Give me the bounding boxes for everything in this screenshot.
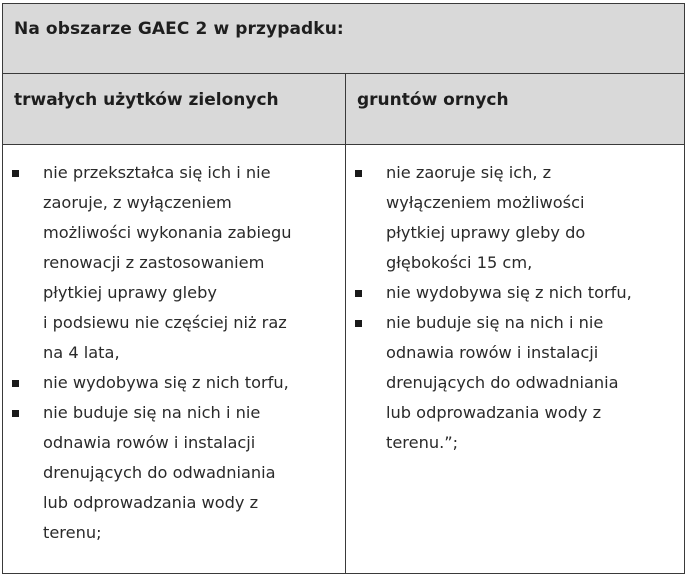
table-main-header xyxy=(3,4,684,74)
text-line: renowacji z zastosowaniem xyxy=(43,253,265,272)
column-header-arable-land xyxy=(346,74,684,145)
text-line: nie zaoruje się ich, z xyxy=(386,163,552,182)
text-line: płytkiej uprawy gleby xyxy=(43,283,217,302)
text-line: odnawia rowów i instalacji xyxy=(386,343,599,362)
text-line: odnawia rowów i instalacji xyxy=(43,433,256,452)
text-line: zaoruje, z wyłączeniem xyxy=(43,193,232,212)
text-line: lub odprowadzania wody z xyxy=(386,403,602,422)
column-header-permanent-grassland xyxy=(3,74,346,145)
text-line: terenu; xyxy=(43,523,102,542)
list-item xyxy=(11,158,337,368)
column-header-text: trwałych użytków zielonych xyxy=(14,90,279,110)
square-bullet-icon xyxy=(355,320,362,327)
column-body-arable-land xyxy=(346,145,684,573)
text-line: nie wydobywa się z nich torfu, xyxy=(386,283,632,302)
column-body-permanent-grassland xyxy=(3,145,346,573)
text-line: na 4 lata, xyxy=(43,343,120,362)
square-bullet-icon xyxy=(355,170,362,177)
text-line: nie buduje się na nich i nie xyxy=(386,313,604,332)
text-line: drenujących do odwadniania xyxy=(43,463,276,482)
text-line: nie buduje się na nich i nie xyxy=(43,403,261,422)
text-line: głębokości 15 cm, xyxy=(386,253,533,272)
square-bullet-icon xyxy=(12,410,19,417)
text-line: drenujących do odwadniania xyxy=(386,373,619,392)
square-bullet-icon xyxy=(12,170,19,177)
text-line: lub odprowadzania wody z xyxy=(43,493,259,512)
bullet-list xyxy=(11,158,337,548)
list-item xyxy=(11,368,337,398)
gaec-table xyxy=(2,3,685,574)
square-bullet-icon xyxy=(355,290,362,297)
text-line: możliwości wykonania zabiegu xyxy=(43,223,292,242)
text-line: płytkiej uprawy gleby do xyxy=(386,223,586,242)
text-line: wyłączeniem możliwości xyxy=(386,193,585,212)
list-item xyxy=(354,158,676,278)
column-header-text: gruntów ornych xyxy=(357,90,509,110)
text-line: nie wydobywa się z nich torfu, xyxy=(43,373,289,392)
list-item xyxy=(11,398,337,548)
text-line: terenu.”; xyxy=(386,433,459,452)
text-line: nie przekształca się ich i nie xyxy=(43,163,271,182)
list-item xyxy=(354,308,676,458)
bullet-list xyxy=(354,158,676,458)
text-line: i podsiewu nie częściej niż raz xyxy=(43,313,287,332)
square-bullet-icon xyxy=(12,380,19,387)
list-item xyxy=(354,278,676,308)
table-main-header-text: Na obszarze GAEC 2 w przypadku: xyxy=(14,19,344,39)
